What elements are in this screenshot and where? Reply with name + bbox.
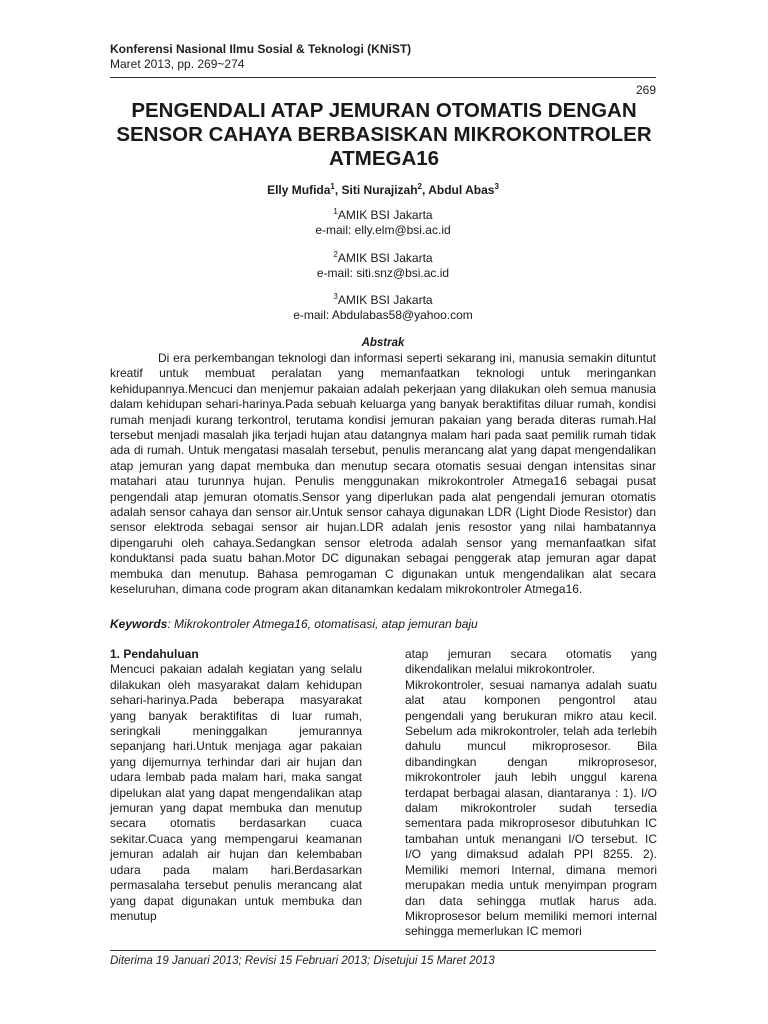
paper-title	[90, 99, 678, 171]
title-line: PENGENDALI ATAP JEMURAN OTOMATIS DENGAN	[131, 99, 637, 122]
author-affil-mark: 3	[494, 182, 499, 191]
affiliation-institution: AMIK BSI Jakarta	[337, 208, 433, 222]
author-name: Elly Mufida	[267, 183, 331, 197]
abstract-body	[110, 351, 656, 598]
affiliation-institution: AMIK BSI Jakarta	[337, 293, 433, 307]
journal-name: Konferensi Nasional Ilmu Sosial & Teknologi (KNiST)	[110, 42, 412, 56]
title-line: ATMEGA16	[328, 147, 440, 170]
author-name: Abdul Abas	[428, 183, 495, 197]
affiliation-email: e-mail: siti.snz@bsi.ac.id	[316, 266, 450, 280]
section-heading: 1. Pendahuluan	[110, 647, 199, 661]
footer-rule	[110, 950, 656, 951]
affiliation-mark: 3	[333, 292, 338, 301]
affiliation-institution: AMIK BSI Jakarta	[337, 251, 433, 265]
footer-note: Diterima 19 Januari 2013; Revisi 15 Februari 2013; Disetujui 15 Maret 2013	[110, 955, 495, 967]
affiliation-3	[110, 293, 656, 323]
author-name: Siti Nurajizah	[341, 183, 418, 197]
abstract-text: Di era perkembangan teknologi dan informasi seperti sekarang ini, manusia semakin dituntut kreatif untuk membuat peralatan yang memanfaatkan teknologi untuk meringankan kehidupannya.Mencuci dan menjemur pakaian adalah pekerjaan yang dilakukan oleh semua manusia dalam kehidupan sehari-harinya.Pada sebuah keluarga yang banyak beraktifitas diluar rumah, kondisi rumah menjadi kurang terkontrol, terutama kondisi jemuran pakaian yang berada diteras rumah.Hal tersebut menjadi masalah jika terjadi hujan atau datangnya malam hari pada saat pemilik rumah tidak ada di rumah. Untuk mengatasi masalah tersebut, penulis merancang alat yang dapat mengendalikan atap jemuran yang dapat membuka dan menutup secara otomatis sesuai dengan intensitas sinar matahari atau turunnya hujan. Penulis menggunakan mikrokontroler Atmega16 sebagai pusat pengendali atap jemuran otomatis.Sensor yang diperlukan pada alat pengendali jemuran otomatis adalah sensor cahaya dan sensor air.Untuk sensor cahaya digunakan LDR (Light Diode Resistor) dan sensor elektroda sebagai sensor air hujan.LDR adalah jenis resostor yang nilai hambatannya dipengaruhi oleh cahaya.Sedangkan sensor eletroda adalah sensor yang memanfaatkan sifat konduktansi pada suatu bahan.Motor DC digunakan sebagai penggerak atap jemuran agar dapat membuka dan menutup. Bahasa pemrogaman C digunakan untuk mengendalikan alat secara keseluruhan, dimana code program akan ditanamkan kedalam mikrokontroler Atmega16.	[110, 351, 656, 597]
body-paragraph: atap jemuran secara otomatis yang dikendalikan melalui mikrokontroler.	[405, 647, 657, 677]
author-affil-mark: 1	[330, 182, 335, 191]
affiliation-2	[110, 251, 656, 281]
body-paragraph: Mencuci pakaian adalah kegiatan yang selalu dilakukan oleh masyarakat dalam kehidupan sehari-harinya.Pada beberapa masyarakat yang banyak beraktifitas di luar rumah, seringkali meninggalkan jemurannya sepanjang hari.Untuk menjaga agar pakaian yang dijemurnya terhindar dari air hujan dan udara lembab pada malam hari, maka sangat dipelukan alat yang dapat mengendalikan atap jemuran yang dapat membuka dan menutup secara otomatis berdasarkan cuaca sekitar.Cuaca yang mempengarui keamanan jemuran adalah air hujan dan kelembaban udara pada malam hari.Berdasarkan permasalaha tersebut penulis merancang alat yang dapat digunakan untuk membuka dan menutup	[110, 662, 362, 923]
journal-issue: Maret 2013, pp. 269~274	[110, 57, 245, 71]
affiliation-email: e-mail: Abdulabas58@yahoo.com	[293, 308, 473, 322]
affiliation-1	[110, 208, 656, 238]
keywords-label: Keywords	[110, 617, 168, 631]
title-line: SENSOR CAHAYA BERBASISKAN MIKROKONTROLER	[116, 123, 652, 146]
abstract-heading: Abstrak	[361, 337, 405, 349]
keywords	[110, 617, 656, 631]
author-separator: ,	[334, 183, 342, 197]
affiliation-email: e-mail: elly.elm@bsi.ac.id	[315, 223, 451, 237]
author-separator: ,	[422, 183, 429, 197]
keywords-text: : Mikrokontroler Atmega16, otomatisasi, atap jemuran baju	[167, 617, 478, 631]
body-paragraph: Mikrokontroler, sesuai namanya adalah suatu alat atau komponen pengontrol atau pengendali yang berukuran mikro atau kecil. Sebelum ada mikrokontroler, telah ada terlebih dahulu muncul mikroprosesor. Bila dibandingkan dengan mikroprosesor, mikrokontroler jauh lebih unggul karena terdapat berbagai alasan, diantaranya : 1). I/O dalam mikrokontroler sudah tersedia sementara pada mikroprosesor dibutuhkan IC tambahan untuk menangani I/O tersebut. IC I/O yang dimaksud adalah PPI 8255. 2). Memiliki memori Internal, dimana memori merupakan media untuk menyimpan program dan data sehingga mutlak harus ada. Mikroprosesor belum memiliki memori internal sehingga memerlukan IC memori	[405, 677, 657, 939]
affiliation-mark: 1	[333, 207, 338, 216]
page-number: 269	[635, 83, 656, 97]
header-rule	[110, 77, 656, 78]
affiliation-mark: 2	[333, 250, 338, 259]
author-affil-mark: 2	[417, 182, 422, 191]
column-right	[405, 647, 657, 940]
author-list	[110, 183, 656, 197]
column-left	[110, 647, 362, 924]
